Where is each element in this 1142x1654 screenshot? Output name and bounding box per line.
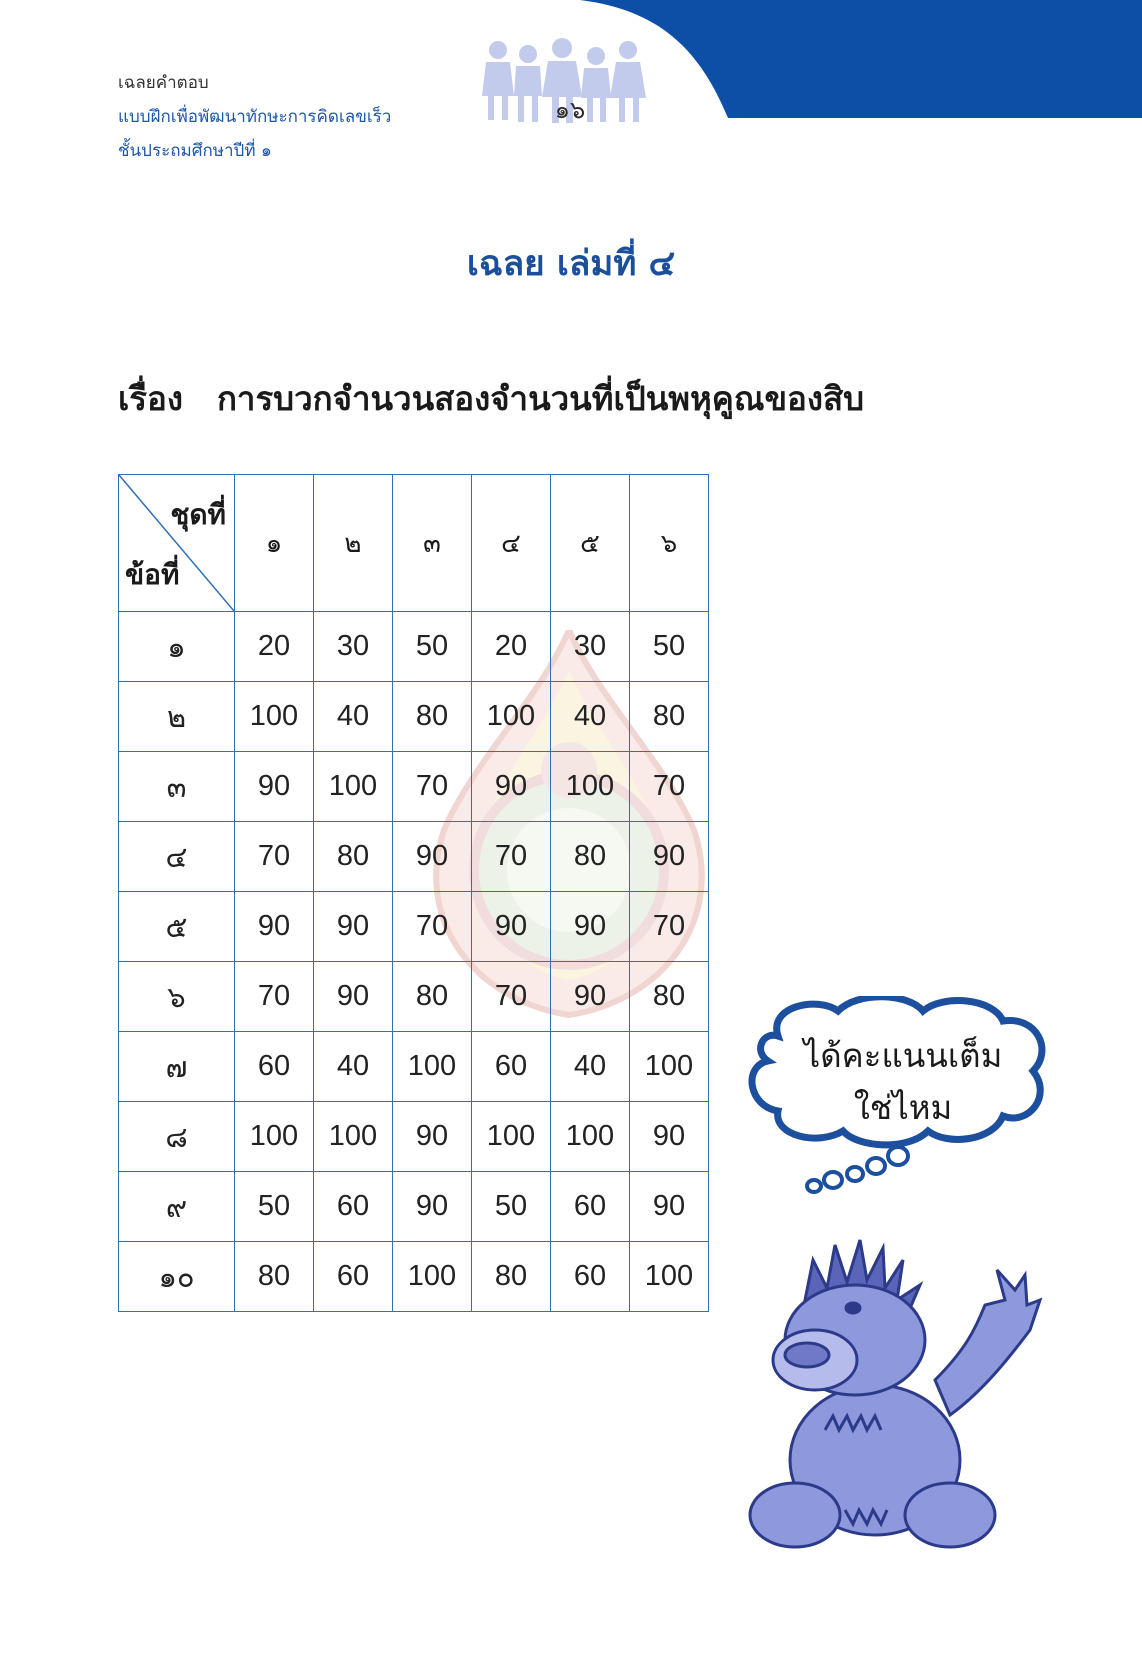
- answer-cell: 70: [393, 892, 472, 962]
- answer-cell: 90: [630, 822, 709, 892]
- answer-cell: 100: [630, 1032, 709, 1102]
- answer-cell: 60: [472, 1032, 551, 1102]
- table-row: [119, 962, 709, 1032]
- answer-cell: 100: [630, 1242, 709, 1312]
- header-line-3: ชั้นประถมศึกษาปีที่ ๑: [118, 141, 272, 161]
- answer-cell: 60: [235, 1032, 314, 1102]
- answer-table-body: [119, 612, 709, 1312]
- thought-bubble-text: [748, 1030, 1058, 1134]
- table-row: [119, 892, 709, 962]
- column-header: ๓: [393, 475, 472, 612]
- answer-cell: 70: [630, 752, 709, 822]
- table-row: [119, 612, 709, 682]
- answer-cell: 100: [472, 1102, 551, 1172]
- subject-heading: [118, 372, 864, 425]
- answer-cell: 60: [551, 1242, 630, 1312]
- answer-cell: 80: [314, 822, 393, 892]
- table-row: [119, 1102, 709, 1172]
- answer-cell: 90: [630, 1102, 709, 1172]
- answer-cell: 80: [551, 822, 630, 892]
- answer-cell: 60: [314, 1242, 393, 1312]
- column-header: ๒: [314, 475, 393, 612]
- corner-label-set: ชุดที่: [170, 498, 226, 531]
- answer-cell: 40: [551, 1032, 630, 1102]
- page-number: ๑๖: [554, 96, 586, 124]
- row-header: ๙: [119, 1172, 235, 1242]
- column-header: ๔: [472, 475, 551, 612]
- answer-cell: 90: [551, 962, 630, 1032]
- answer-table: [118, 474, 709, 1312]
- answer-cell: 90: [472, 892, 551, 962]
- subject-text: การบวกจำนวนสองจำนวนที่เป็นพหุคูณของสิบ: [216, 379, 865, 418]
- answer-cell: 80: [630, 682, 709, 752]
- column-header: ๑: [235, 475, 314, 612]
- answer-cell: 90: [235, 892, 314, 962]
- answer-cell: 80: [630, 962, 709, 1032]
- table-row: [119, 1032, 709, 1102]
- row-header: ๘: [119, 1102, 235, 1172]
- corner-label-item: ข้อที่: [125, 558, 180, 591]
- answer-cell: 50: [630, 612, 709, 682]
- document-header: [118, 66, 391, 168]
- answer-cell: 60: [314, 1172, 393, 1242]
- table-row: [119, 822, 709, 892]
- table-corner-cell: [119, 475, 235, 612]
- answer-cell: 90: [235, 752, 314, 822]
- header-line-1: เฉลยคำตอบ: [118, 73, 209, 93]
- answer-cell: 80: [393, 682, 472, 752]
- table-row: [119, 1242, 709, 1312]
- column-header: ๕: [551, 475, 630, 612]
- answer-cell: 80: [393, 962, 472, 1032]
- answer-cell: 100: [393, 1242, 472, 1312]
- answer-cell: 40: [314, 1032, 393, 1102]
- answer-cell: 70: [472, 962, 551, 1032]
- answer-cell: 20: [472, 612, 551, 682]
- row-header: ๔: [119, 822, 235, 892]
- answer-cell: 100: [551, 1102, 630, 1172]
- answer-cell: 80: [472, 1242, 551, 1312]
- answer-cell: 100: [235, 682, 314, 752]
- answer-cell: 100: [551, 752, 630, 822]
- table-row: [119, 682, 709, 752]
- row-header: ๑๐: [119, 1242, 235, 1312]
- monster-mascot-illustration: [735, 1230, 1055, 1560]
- answer-cell: 90: [314, 892, 393, 962]
- answer-cell: 70: [630, 892, 709, 962]
- answer-cell: 60: [551, 1172, 630, 1242]
- row-header: ๖: [119, 962, 235, 1032]
- answer-cell: 70: [235, 822, 314, 892]
- answer-cell: 30: [551, 612, 630, 682]
- bubble-line-2: ใช่ไหม: [853, 1088, 953, 1127]
- answer-cell: 70: [393, 752, 472, 822]
- row-header: ๓: [119, 752, 235, 822]
- header-line-2: แบบฝึกเพื่อพัฒนาทักษะการคิดเลขเร็ว: [118, 107, 392, 127]
- answer-cell: 90: [472, 752, 551, 822]
- answer-cell: 100: [314, 1102, 393, 1172]
- subject-label: เรื่อง: [118, 379, 183, 418]
- answer-cell: 90: [551, 892, 630, 962]
- column-header: ๖: [630, 475, 709, 612]
- answer-cell: 90: [314, 962, 393, 1032]
- answer-cell: 70: [235, 962, 314, 1032]
- answer-cell: 90: [630, 1172, 709, 1242]
- row-header: ๑: [119, 612, 235, 682]
- answer-cell: 100: [314, 752, 393, 822]
- answer-cell: 50: [235, 1172, 314, 1242]
- answer-cell: 30: [314, 612, 393, 682]
- table-row: [119, 752, 709, 822]
- answer-cell: 50: [393, 612, 472, 682]
- answer-cell: 100: [472, 682, 551, 752]
- table-header-row: [119, 475, 709, 612]
- answer-cell: 40: [314, 682, 393, 752]
- page-title: เฉลย เล่มที่ ๔: [466, 244, 676, 284]
- answer-cell: 40: [551, 682, 630, 752]
- answer-cell: 90: [393, 1102, 472, 1172]
- row-header: ๕: [119, 892, 235, 962]
- row-header: ๒: [119, 682, 235, 752]
- answer-cell: 70: [472, 822, 551, 892]
- answer-cell: 50: [472, 1172, 551, 1242]
- answer-cell: 90: [393, 822, 472, 892]
- answer-cell: 90: [393, 1172, 472, 1242]
- row-header: ๗: [119, 1032, 235, 1102]
- bubble-line-1: ได้คะแนนเต็ม: [803, 1036, 1003, 1075]
- answer-cell: 80: [235, 1242, 314, 1312]
- answer-cell: 20: [235, 612, 314, 682]
- answer-cell: 100: [235, 1102, 314, 1172]
- table-row: [119, 1172, 709, 1242]
- answer-cell: 100: [393, 1032, 472, 1102]
